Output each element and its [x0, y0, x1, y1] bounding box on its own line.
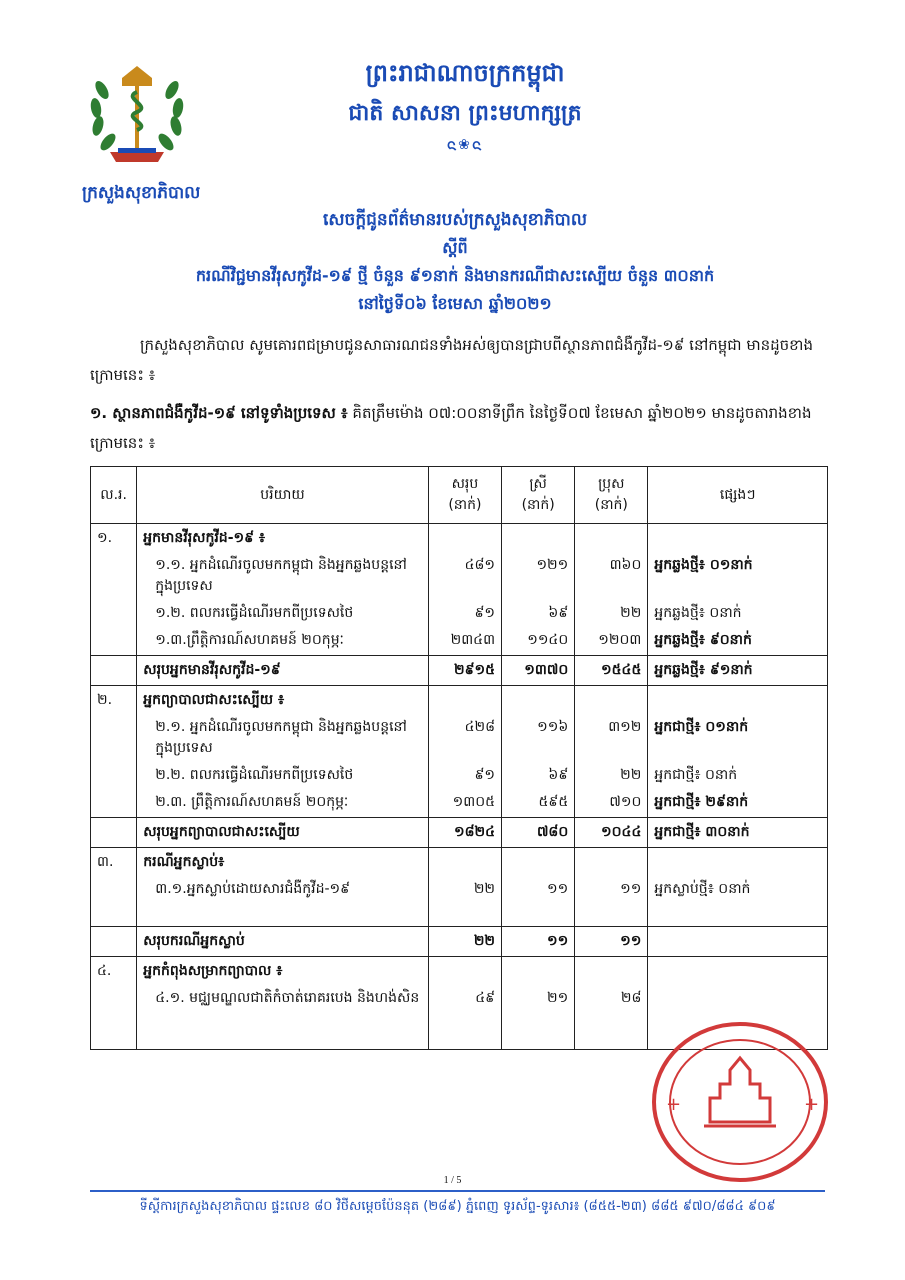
group-no: ៣. [91, 848, 137, 927]
col-female: ស្រី (នាក់) [502, 467, 575, 524]
sum-desc: សរុបអ្នកព្យាបាលជាសះស្បើយ [137, 818, 429, 848]
item-other: អ្នកជាថ្មី៖ ២៩នាក់ [654, 794, 749, 810]
group-no: ២. [91, 686, 137, 818]
section-1-heading: ១. ស្ថានភាពជំងឺកូវីដ-១៩ នៅទូទាំងប្រទេស ៖ [90, 404, 348, 422]
item-male: ២៨ [620, 990, 642, 1006]
sum-desc: សរុបករណីអ្នកស្លាប់ [137, 927, 429, 957]
item-male: ១១ [620, 881, 642, 897]
sum-other: អ្នកជាថ្មី៖ ៣០នាក់ [648, 818, 828, 848]
item-female: ១១៦ [537, 719, 569, 735]
item-desc: ១.១. អ្នកដំណើរចូលមកកម្ពុជា និងអ្នកឆ្លងបន្តនៅក្នុងប្រទេស [155, 557, 407, 594]
item-male: ៧១០ [609, 794, 642, 810]
item-total: ៤៩ [475, 990, 496, 1006]
item-female: ១១៤០ [527, 632, 569, 648]
col-no: ល.រ. [91, 467, 137, 524]
kingdom-motto: ជាតិ សាសនា ព្រះមហាក្សត្រ [348, 101, 582, 126]
title-line-1: សេចក្តីជូនព័ត៌មានរបស់ក្រសួងសុខាភិបាល [322, 210, 588, 230]
svg-text:+: + [804, 1094, 820, 1115]
section-1-text: គិតត្រឹមម៉ោង ០៧:០០នាទីព្រឹក នៃថ្ងៃទី០៧ ខែមេសា ឆ្នាំ២០២១ មានដូចតារាងខាងក្រោមនេះ ៖ [90, 404, 812, 452]
item-male: ៣១២ [608, 719, 642, 735]
item-other: អ្នកស្លាប់ថ្មី៖ ០នាក់ [654, 881, 751, 897]
item-male: ១២០៣ [598, 632, 642, 648]
group-title: អ្នកព្យាបាលជាសះស្បើយ ៖ [143, 692, 285, 708]
sum-total: ២២ [428, 927, 501, 957]
item-male: ២២ [620, 605, 642, 621]
intro-paragraph: ក្រសួងសុខាភិបាល សូមគោរពជម្រាបជូនសាធារណជនទាំងអស់ឲ្យបានជ្រាបពីស្ថានភាពជំងឺកូវីដ-១៩ នៅកម្ពុជា មានដូចខាងក្រោមនេះ ៖ [90, 336, 813, 384]
table-row [91, 524, 828, 656]
item-female: ៦៩ [548, 767, 569, 783]
item-other: អ្នកឆ្លងថ្មី៖ ៩០នាក់ [654, 632, 752, 648]
kingdom-header [300, 58, 630, 157]
col-male: ប្រុស (នាក់) [575, 467, 648, 524]
item-female: ៦៩ [548, 605, 569, 621]
table-row [91, 686, 828, 818]
ministry-name: ក្រសួងសុខាភិបាល [82, 183, 201, 203]
sum-other [648, 927, 828, 957]
item-desc: ១.២. ពលករធ្វើដំណើរមកពីប្រទេសថៃ [155, 605, 354, 621]
svg-text:+: + [666, 1094, 682, 1115]
group-no: ៤. [91, 957, 137, 1050]
table-header-row [91, 467, 828, 524]
group-no: ១. [91, 524, 137, 656]
title-line-2: ស្តីពី [442, 238, 468, 257]
sum-male: ១០៤៤ [575, 818, 648, 848]
table-row-total [91, 818, 828, 848]
col-desc: បរិយាយ [137, 467, 429, 524]
sum-total: ២៩១៥ [428, 656, 501, 686]
item-other: អ្នកឆ្លងថ្មី៖ ០១នាក់ [654, 557, 753, 573]
item-total: ៩១ [474, 605, 496, 621]
covid-stats-table [90, 466, 828, 1050]
sum-other: អ្នកឆ្លងថ្មី៖ ៩១នាក់ [648, 656, 828, 686]
item-other: អ្នកជាថ្មី៖ ០នាក់ [654, 767, 738, 783]
table-row-total [91, 927, 828, 957]
item-total: ៤២៨ [464, 719, 496, 735]
sum-male: ១៥៤៥ [575, 656, 648, 686]
item-other: អ្នកជាថ្មី៖ ០១នាក់ [654, 719, 749, 735]
item-female: ៥៩៥ [538, 794, 569, 810]
sum-female: ១៣៧០ [502, 656, 575, 686]
group-title: អ្នកកំពុងសម្រាកព្យាបាល ៖ [143, 963, 283, 979]
section-1 [90, 398, 830, 458]
item-other: អ្នកឆ្លងថ្មី៖ ០នាក់ [654, 605, 742, 621]
sum-male: ១១ [575, 927, 648, 957]
ornament: ᨶ❀ᨶ [446, 137, 484, 153]
item-desc: ២.៣. ព្រឹត្តិការណ៍សហគមន៍ ២០កុម្ភៈ [155, 794, 349, 810]
footer-divider [90, 1190, 825, 1192]
title-line-3: ករណីវិជ្ជមានវីរុសកូវីដ-១៩ ថ្មី ចំនួន ៩១នាក់ និងមានករណីជាសះស្បើយ ចំនួន ៣០នាក់ [195, 266, 715, 285]
item-desc: ៤.១. មជ្ឈមណ្ឌលជាតិកំចាត់រោគរបេង និងហង់សិន [155, 990, 420, 1006]
item-male: ២២ [620, 767, 642, 783]
group-title: ករណីអ្នកស្លាប់៖ [143, 854, 225, 870]
col-total: សរុប (នាក់) [428, 467, 501, 524]
table-row [91, 848, 828, 927]
sum-desc: សរុបអ្នកមានវីរុសកូវីដ-១៩ [137, 656, 429, 686]
item-female: ១២១ [536, 557, 569, 573]
footer-address: ទីស្តីការក្រសួងសុខាភិបាល ផ្ទះលេខ ៨០ វិថីសម្តេចប៉ែននុត (២៨៩) ភ្នំពេញ ទូរស័ព្ទ-ទូរសារ៖ (៨៥៥-២៣) ៨៨៥ ៩៧០/៨៨៤ ៩០៩ [139, 1199, 776, 1214]
item-desc: ២.២. ពលករធ្វើដំណើរមកពីប្រទេសថៃ [155, 767, 354, 783]
sum-total: ១៨២៤ [428, 818, 501, 848]
item-desc: ១.៣.ព្រឹត្តិការណ៍សហគមន៍ ២០កុម្ភៈ [155, 632, 344, 648]
item-desc: ៣.១.អ្នកស្លាប់ដោយសារជំងឺកូវីដ-១៩ [155, 881, 351, 897]
table-row-total [91, 656, 828, 686]
item-male: ៣៦០ [609, 557, 642, 573]
official-seal-icon [648, 1018, 832, 1186]
item-total: ១៣០៥ [452, 794, 496, 810]
group-title: អ្នកមានវីរុសកូវីដ-១៩ ៖ [143, 530, 266, 546]
document-title [60, 206, 850, 318]
ministry-logo-icon [82, 60, 192, 172]
col-other: ផ្សេងៗ [648, 467, 828, 524]
item-total: ២២ [473, 881, 496, 897]
item-total: ៩១ [474, 767, 496, 783]
sum-female: ៧៨០ [502, 818, 575, 848]
title-line-4: នៅថ្ងៃទី០៦ ខែមេសា ឆ្នាំ២០២១ [358, 294, 552, 313]
item-female: ២១ [547, 990, 569, 1006]
page-number: 1 / 5 [443, 1175, 462, 1186]
sum-female: ១១ [502, 927, 575, 957]
kingdom-title: ព្រះរាជាណាចក្រកម្ពុជា [365, 59, 565, 87]
item-female: ១១ [547, 881, 569, 897]
item-total: ៤៨១ [464, 557, 496, 573]
item-desc: ២.១. អ្នកដំណើរចូលមកកម្ពុជា និងអ្នកឆ្លងបន្តនៅក្នុងប្រទេស [155, 719, 407, 756]
item-total: ២៣៤៣ [450, 632, 496, 648]
